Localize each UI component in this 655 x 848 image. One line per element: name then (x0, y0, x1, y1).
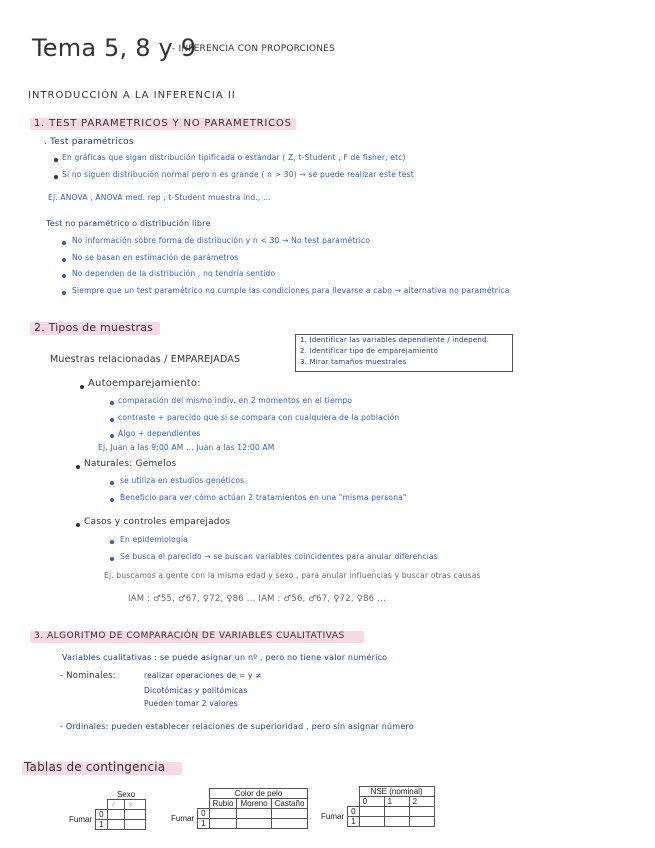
table-cell (409, 817, 434, 827)
table-col-header: Castaño (271, 799, 308, 809)
contingency-table-color-pelo (168, 788, 308, 829)
table-cell (107, 820, 124, 830)
bullet (62, 258, 66, 262)
page-title: Tema 5, 8 y 9 (32, 34, 197, 62)
bullet (54, 175, 58, 179)
table-cell (209, 809, 237, 819)
table-col-header: 0 (359, 797, 384, 807)
nonparam-item: Siempre que un test paramétrico no cumple las condiciones para llevarse a cabo → alternativa no paramétrica (72, 286, 510, 295)
table-row-label: Fumar (321, 812, 345, 821)
table-col-header: 1 (384, 797, 409, 807)
bullet (110, 557, 114, 561)
table-row-value: 1 (348, 817, 359, 827)
bullet (110, 418, 114, 422)
table-col-header: Rubio (209, 799, 237, 809)
bullet (110, 481, 114, 485)
bullet (76, 523, 80, 527)
cases-title: Casos y controles emparejados (84, 517, 231, 527)
table-row-label: Fumar (69, 815, 93, 824)
table-cell (107, 810, 124, 820)
param-item: Si no siguen distribución normal pero n es grande ( n > 30) → se puede realizar este test (62, 170, 414, 179)
table-group-label: Color de pelo (209, 789, 308, 799)
bullet (110, 434, 114, 438)
cases-item: Se busca el parecido → se buscan variables coincidentes para anular diferencias (120, 552, 438, 561)
natural-title: Naturales: Gemelos (84, 459, 177, 469)
bullet (62, 274, 66, 278)
nonparam-title: Test no paramétrico o distribución libre (46, 219, 211, 228)
table-cell (124, 810, 145, 820)
bullet (80, 385, 84, 389)
auto-example: Ej. Juan a las 9:00 AM ... Juan a las 12:00 AM (98, 443, 275, 452)
step-item: 2. Identificar tipo de emparejamiento (300, 347, 439, 355)
bullet (62, 241, 66, 245)
table-col-header: ♀ (124, 800, 145, 810)
step-item: 3. Mirar tamaños muestrales (300, 358, 407, 366)
table-cell (124, 820, 145, 830)
natural-item: se utiliza en estudios genéticos (120, 476, 245, 485)
bullet (110, 540, 114, 544)
table-cell (209, 819, 237, 829)
table-row-value: 0 (348, 807, 359, 817)
table-group-label: NSE (nominal) (359, 787, 434, 797)
cases-example: Ej. buscamos a gente con la misma edad y sexo , para anular influencias y buscar otras causas (104, 571, 481, 580)
param-example: Ej. ANOVA , ANOVA med. rep , t-Student muestra ind., ... (48, 193, 271, 202)
table-col-header: Moreno (237, 799, 271, 809)
natural-item: Beneficio para ver cómo actúan 2 tratamientos en una "misma persona" (120, 493, 407, 502)
bullet (62, 291, 66, 295)
section-2-heading: 2. Tipos de muestras (34, 321, 154, 334)
bullet (110, 498, 114, 502)
table-col-header: 2 (409, 797, 434, 807)
iam-line: IAM : ♂55, ♂67, ♀72, ♀86 ... IAM : ♂56, ♂67, ♀72, ♀86 ... (128, 594, 386, 604)
section-3-heading: 3. ALGORITMO DE COMPARACIÓN DE VARIABLES CUALITATIVAS (34, 631, 345, 641)
nominales-line: Pueden tomar 2 valores (144, 699, 238, 708)
qualitative-definition: Variables cualitativas : se puede asignar un nº , pero no tiene valor numérico (62, 653, 388, 662)
section-1-heading: 1. TEST PARAMETRICOS Y NO PARAMETRICOS (34, 118, 292, 129)
nominales-label: - Nominales: (60, 671, 116, 681)
cases-item: En epidemiología (120, 535, 189, 544)
nonparam-item: No dependen de la distribución , no tendría sentido (72, 269, 276, 278)
table-row-label: Fumar (171, 814, 195, 823)
table-col-header: ♂ (107, 800, 124, 810)
table-cell (271, 809, 308, 819)
table-cell (384, 807, 409, 817)
table-row-value: 0 (96, 810, 107, 820)
ordinales-line: - Ordinales: pueden establecer relaciones de superioridad , pero sin asignar número (60, 722, 414, 731)
bullet (54, 158, 58, 162)
table-cell (271, 819, 308, 829)
table-row-value: 0 (198, 809, 209, 819)
nonparam-item: No información sobre forma de distribución y n < 30 → No test paramétrico (72, 236, 371, 245)
auto-item: comparación del mismo indiv. en 2 momentos en el tiempo (118, 396, 353, 405)
auto-title: Autoemparejamiento: (88, 378, 201, 389)
table-cell (409, 807, 434, 817)
contingency-table-nse (318, 786, 435, 827)
bullet (76, 465, 80, 469)
related-samples: Muestras relacionadas / EMPAREJADAS (50, 354, 241, 365)
page-subtitle: - INFERENCIA CON PROPORCIONES (172, 44, 335, 54)
table-row-value: 1 (96, 820, 107, 830)
table-cell (359, 817, 384, 827)
table-cell (384, 817, 409, 827)
table-cell (359, 807, 384, 817)
tables-heading: Tablas de contingencia (24, 760, 166, 774)
intro-heading: INTRODUCCIÓN A LA INFERENCIA II (28, 90, 236, 101)
table-cell (237, 809, 271, 819)
step-item: 1. Identificar las variables dependiente / independ. (300, 336, 490, 344)
table-cell (237, 819, 271, 829)
param-title: . Test paramétricos (44, 137, 134, 147)
contingency-table-sexo (66, 790, 146, 830)
table-group-label: Sexo (116, 790, 136, 799)
param-item: En gráficas que sigan distribución tipificada o estándar ( Z, t-Student , F de fisher, etc) (62, 153, 406, 162)
nominales-line: Dicotómicas y politómicas (144, 686, 248, 695)
bullet (110, 401, 114, 405)
auto-item: contraste + parecido que si se compara con cualquiera de la población (118, 413, 400, 422)
auto-item: Algo + dependientes (118, 429, 201, 438)
nonparam-item: No se basan en estimación de parámetros (72, 253, 239, 262)
nominales-line: realizar operaciones de = y ≠ (144, 671, 262, 680)
table-row-value: 1 (198, 819, 209, 829)
